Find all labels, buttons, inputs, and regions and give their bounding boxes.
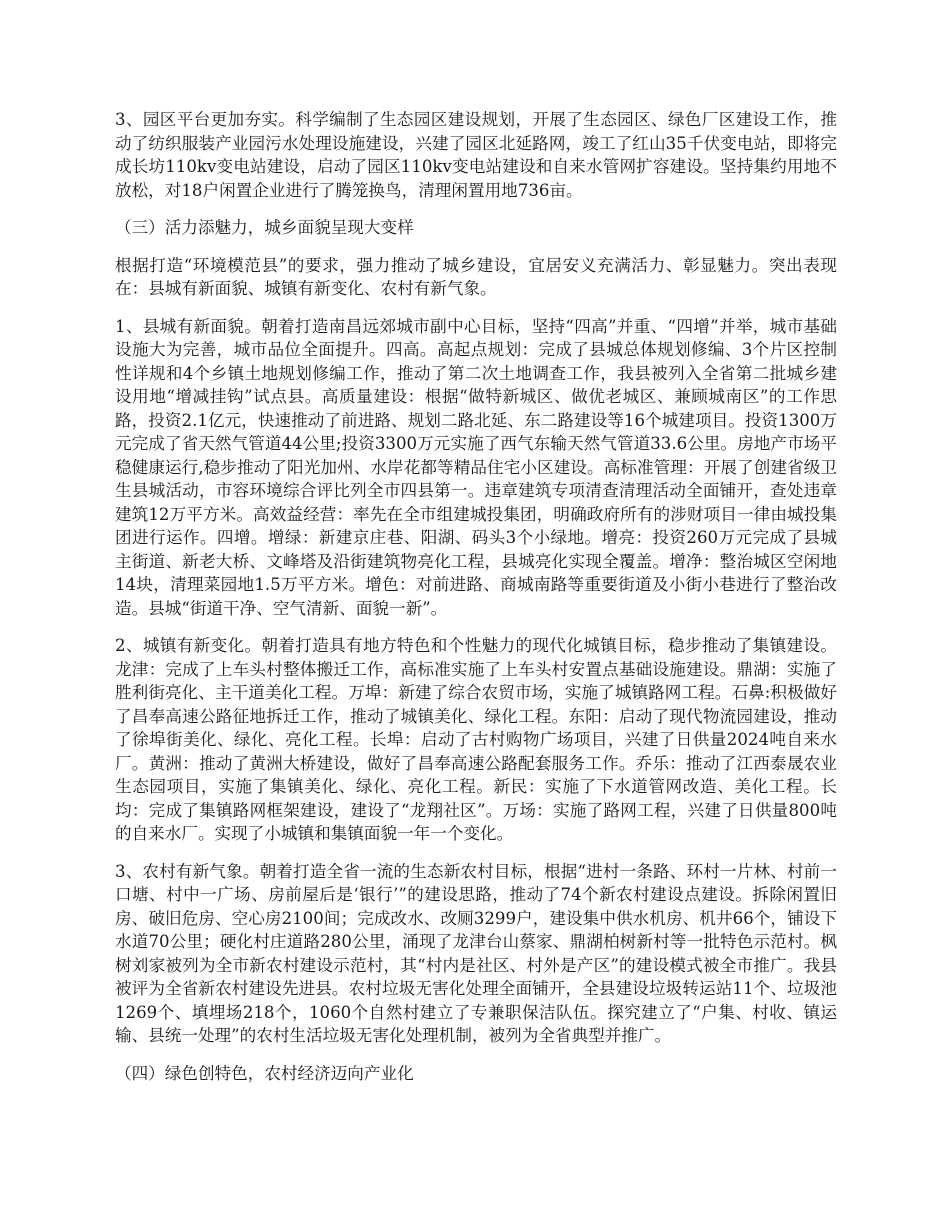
section-heading-urban-rural: （三）活力添魅力，城乡面貌呈现大变样 bbox=[115, 218, 414, 237]
paragraph-intro-urban-rural: 根据打造“环境模范县”的要求，强力推动了城乡建设，宜居安义充满活力、彰显魅力。突出表现在：县城有新面貌、城镇有新变化、农村有新气象。 bbox=[115, 255, 837, 298]
document-page bbox=[115, 108, 837, 1099]
section-heading-green: （四）绿色创特色，农村经济迈向产业化 bbox=[115, 1063, 414, 1083]
paragraph-county-town: 1、县城有新面貌。朝着打造南昌远郊城市副中心目标，坚持“四高”并重、“四增”并举，城市基础设施大为完善，城市品位全面提升。四高。高起点规划：完成了县城总体规划修编、3个片区控制性详规和4个乡镇土地规划修编工作，推动了第二次土地调查工作，我县被列入全省第二批城乡建设用地“增减挂钩”试点县。高质量建设：根据“做特新城区、做优老城区、兼顾城南区”的工作思路，投资2.1亿元，快速推动了前进路、规划二路北延、东二路建设等16个城建项目。投资1300万元完成了省天然气管道44公里;投资3300万元实施了西气东输天然气管道33.6公里。房地产市场平稳健康运行,稳步推动了阳光加州、水岸花都等精品住宅小区建设。高标准管理：开展了创建省级卫生县城活动，市容环境综合评比列全市四县第一。违章建筑专项清查清理活动全面铺开，查处违章建筑12万平方米。高效益经营：率先在全市组建城投集团，明确政府所有的涉财项目一律由城投集团进行运作。四增。增绿：新建京庄巷、阳湖、码头3个小绿地。增亮：投资260万元完成了县城主街道、新老大桥、文峰塔及沿街建筑物亮化工程，县城亮化实现全覆盖。增净：整治城区空闲地14块，清理菜园地1.5万平方米。增色：对前进路、商城南路等重要街道及小街小巷进行了整治改造。县城“街道干净、空气清新、面貌一新”。 bbox=[115, 316, 837, 618]
paragraph-villages: 3、农村有新气象。朝着打造全省一流的生态新农村目标，根据“进村一条路、环村一片林、村前一口塘、村中一广场、房前屋后是‘银行’”的建设思路，推动了74个新农村建设点建设。拆除闲置旧房、破旧危房、空心房2100间；完成改水、改厕3299户，建设集中供水机房、机井66个，铺设下水道70公里；硬化村庄道路280公里，涌现了龙津台山蔡家、鼎湖柏树新村等一批特色示范村。枫树刘家被列为全市新农村建设示范村，其“村内是社区、村外是产区”的建设模式被全市推广。我县被评为全省新农村建设先进县。农村垃圾无害化处理全面铺开，全县建设垃圾转运站11个、垃圾池1269个、填埋场218个，1060个自然村建立了专兼职保洁队伍。探究建立了“户集、村收、镇运输、县统一处理”的农村生活垃圾无害化处理机制，被列为全省典型并推广。 bbox=[115, 861, 837, 1045]
paragraph-park-platform: 3、园区平台更加夯实。科学编制了生态园区建设规划，开展了生态园区、绿色厂区建设工作，推动了纺织服装产业园污水处理设施建设，兴建了园区北延路网，竣工了红山35千伏变电站，即将完成长坊110kv变电站建设，启动了园区110kv变电站建设和自来水管网扩容建设。坚持集约用地不放松，对18户闲置企业进行了腾笼换鸟，清理闲置用地736亩。 bbox=[115, 110, 837, 200]
paragraph-towns: 2、城镇有新变化。朝着打造具有地方特色和个性魅力的现代化城镇目标，稳步推动了集镇建设。龙津：完成了上车头村整体搬迁工作，高标准实施了上车头村安置点基础设施建设。鼎湖：实施了胜利街亮化、主干道美化工程。万埠：新建了综合农贸市场，实施了城镇路网工程。石鼻:积极做好了昌奉高速公路征地拆迁工作，推动了城镇美化、绿化工程。东阳：启动了现代物流园建设，推动了徐埠街美化、绿化、亮化工程。长埠：启动了古村购物广场项目，兴建了日供量2024吨自来水厂。黄洲：推动了黄洲大桥建设，做好了昌奉高速公路配套服务工作。乔乐：推动了江西泰晟农业生态园项目，实施了集镇美化、绿化、亮化工程。新民：实施了下水道管网改造、美化工程。长均：完成了集镇路网框架建设，建设了“龙翔社区”。万场：实施了路网工程，兴建了日供量800吨的自来水厂。实现了小城镇和集镇面貌一年一个变化。 bbox=[115, 636, 837, 843]
